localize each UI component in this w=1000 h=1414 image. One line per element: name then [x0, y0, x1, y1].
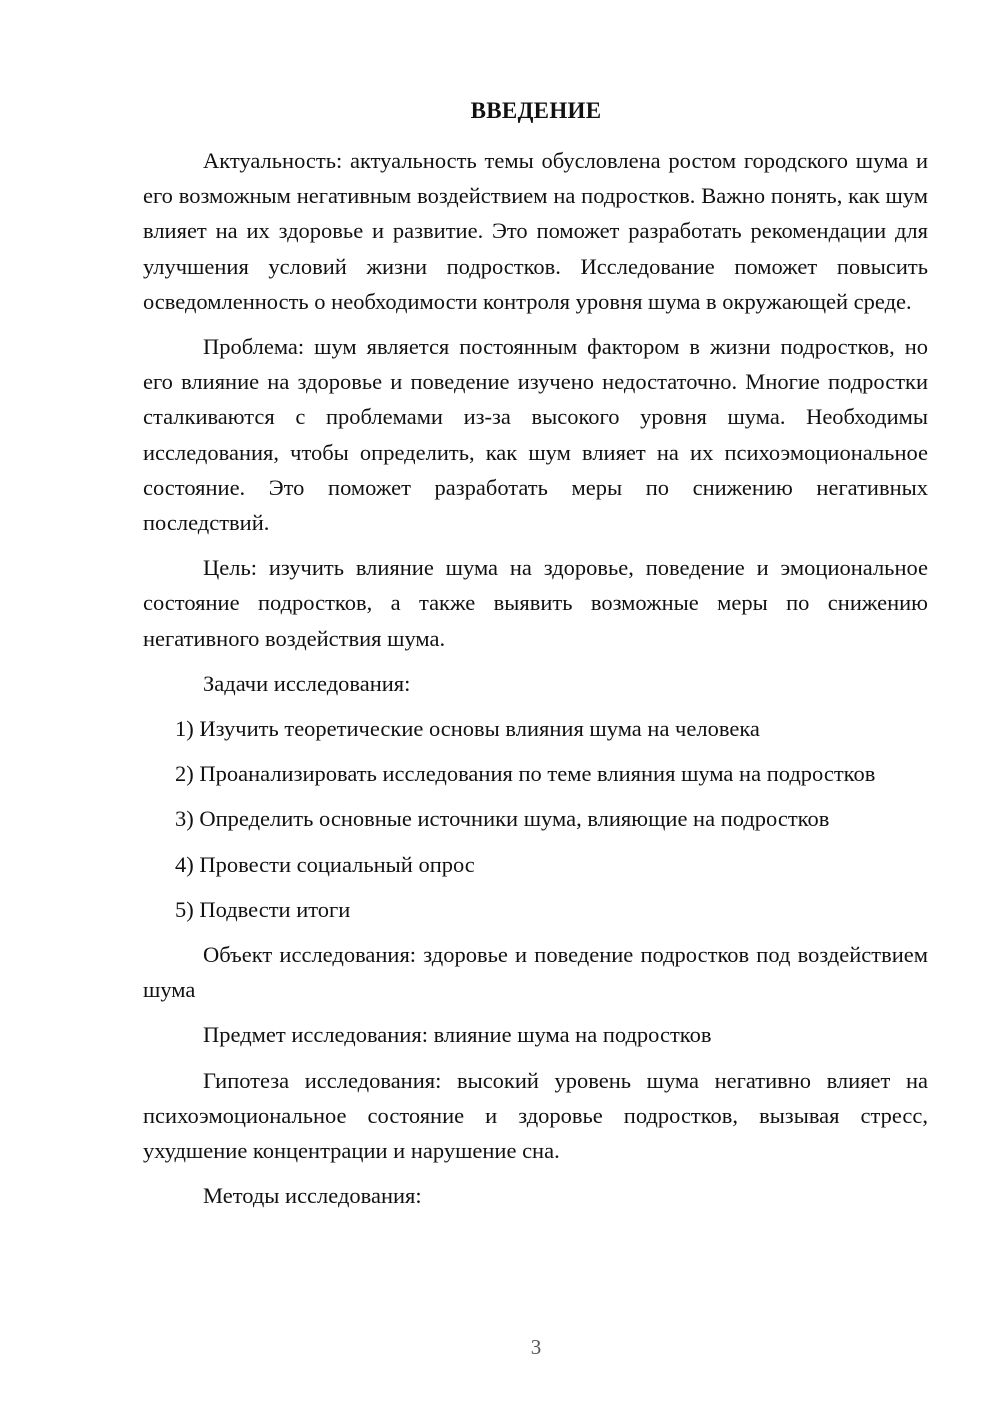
- task-item-4: 4) Провести социальный опрос: [175, 851, 475, 877]
- page-title: ВВЕДЕНИЕ: [470, 98, 602, 123]
- paragraph-hypothesis: Гипотеза исследования: высокий уровень шума негативно влияет на психоэмоциональное состояние и здоровье подростков, вызывая стресс, ухудшение концентрации и нарушение сна.: [143, 1067, 928, 1164]
- task-item-1: 1) Изучить теоретические основы влияния шума на человека: [175, 716, 760, 742]
- task-item-2: 2) Проанализировать исследования по теме влияния шума на подростков: [175, 761, 876, 787]
- document-body: [143, 143, 928, 1223]
- paragraph-subject: Предмет исследования: влияние шума на подростков: [203, 1022, 712, 1048]
- task-item-5: 5) Подвести итоги: [175, 896, 351, 922]
- paragraph-object: Объект исследования: здоровье и поведение подростков под воздействием шума: [143, 942, 928, 1003]
- paragraph-problem: Проблема: шум является постоянным фактором в жизни подростков, но его влияние на здоровье и поведение изучено недостаточно. Многие подростки сталкиваются с проблемами из-за высокого уровня шума. Необходимы исследования, чтобы определить, как шум влияет на их психоэмоциональное состояние. Это поможет разработать меры по снижению негативных последствий.: [143, 334, 928, 536]
- paragraph-methods: Методы исследования:: [203, 1183, 422, 1209]
- paragraph-relevance: Актуальность: актуальность темы обусловлена ростом городского шума и его возможным негативным воздействием на подростков. Важно понять, как шум влияет на их здоровье и развитие. Это поможет разработать рекомендации для улучшения условий жизни подростков. Исследование поможет повысить осведомленность о необходимости контроля уровня шума в окружающей среде.: [143, 148, 928, 314]
- paragraph-goal: Цель: изучить влияние шума на здоровье, поведение и эмоциональное состояние подростков, а также выявить возможные меры по снижению негативного воздействия шума.: [143, 555, 928, 651]
- page-number: 3: [530, 1335, 542, 1359]
- task-item-3: 3) Определить основные источники шума, влияющие на подростков: [175, 806, 830, 832]
- tasks-heading: Задачи исследования:: [203, 670, 411, 696]
